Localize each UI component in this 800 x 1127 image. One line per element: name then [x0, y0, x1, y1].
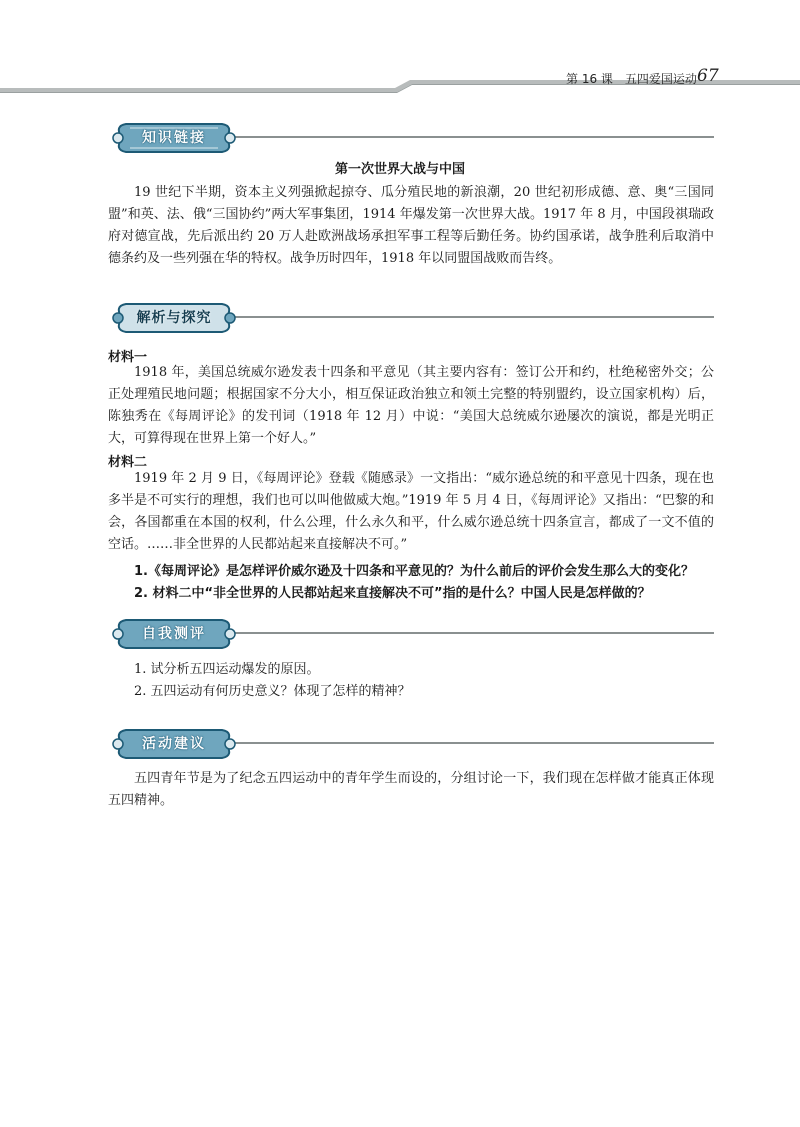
- analysis-badge: [108, 300, 240, 336]
- activity-paragraph: 五四青年节是为了纪念五四运动中的青年学生而设的，分组讨论一下，我们现在怎样做才能真正体现五四精神。: [108, 771, 714, 808]
- badge-label: 活动建议: [142, 736, 206, 752]
- question-two: 2. 材料二中“非全世界的人民都站起来直接解决不可”指的是什么？中国人民是怎样做的？: [134, 586, 651, 601]
- material-two-text: 1919 年 2 月 9 日，《每周评论》登载《随感录》一文指出：“威尔逊总统的和平意见十四条，现在也多半是不可实行的理想，我们也可以叫他做威大炮。”1919 年 5 月 4 日，《每周评论》又指出：“巴黎的和会，各国都重在本国的权利，什么公理，什么永久和平，什么威尔逊总统十四条宣言，都成了一文不值的空话。……非全世界的人民都站起来直接解决不可。”: [108, 471, 714, 552]
- section-divider: [230, 136, 714, 138]
- badge-label: 解析与探究: [136, 310, 212, 326]
- self-test-item: 1. 试分析五四运动爆发的原因。: [134, 662, 320, 677]
- self-test-item: 2. 五四运动有何历史意义？体现了怎样的精神？: [134, 684, 411, 699]
- material-one-text: 1918 年，美国总统威尔逊发表十四条和平意见（其主要内容有：签订公开和约，杜绝秘密外交；公正处理殖民地问题；根据国家不分大小，相互保证政治独立和领土完整的特别盟约，设立国家机构）后，陈独秀在《每周评论》的发刊词（1918 年 12 月）中说：“美国大总统威尔逊屡次的演说，都是光明正大，可算得现在世界上第一个好人。”: [108, 365, 714, 446]
- material-one-block: [108, 362, 714, 450]
- material-label: 材料一: [108, 350, 148, 365]
- page-number: 67: [697, 66, 719, 86]
- badge-label: 自我测评: [142, 626, 206, 642]
- section-heading: 第一次世界大战与中国: [334, 162, 465, 177]
- self-test-badge: [108, 616, 240, 652]
- header-band: [0, 0, 800, 110]
- activity-block: [108, 768, 714, 812]
- section-divider: [230, 316, 714, 318]
- knowledge-paragraph: 19 世纪下半期，资本主义列强掀起掠夺、瓜分殖民地的新浪潮，20 世纪初形成德、意、奥“三国同盟”和英、法、俄“三国协约”两大军事集团，1914 年爆发第一次世界大战。1917 年 8 月，中国段祺瑞政府对德宣战，先后派出约 20 万人赴欧洲战场承担军事工程等后勤任务。协约国承诺，战争胜利后取消中德条约及一些列强在华的特权。战争历时四年，1918 年以同盟国战败而告终。: [108, 185, 714, 266]
- question-one: 1.《每周评论》是怎样评价威尔逊及十四条和平意见的？为什么前后的评价会发生那么大的变化？: [134, 564, 694, 579]
- material-label: 材料二: [108, 455, 148, 470]
- section-divider: [230, 632, 714, 634]
- knowledge-paragraph-block: [108, 182, 714, 270]
- material-two-block: [108, 468, 714, 556]
- activity-badge: [108, 726, 240, 762]
- section-divider: [230, 742, 714, 744]
- lesson-title: 第 16 课 五四爱国运动: [566, 72, 697, 86]
- knowledge-link-badge: [108, 120, 240, 156]
- badge-label: 知识链接: [142, 130, 206, 146]
